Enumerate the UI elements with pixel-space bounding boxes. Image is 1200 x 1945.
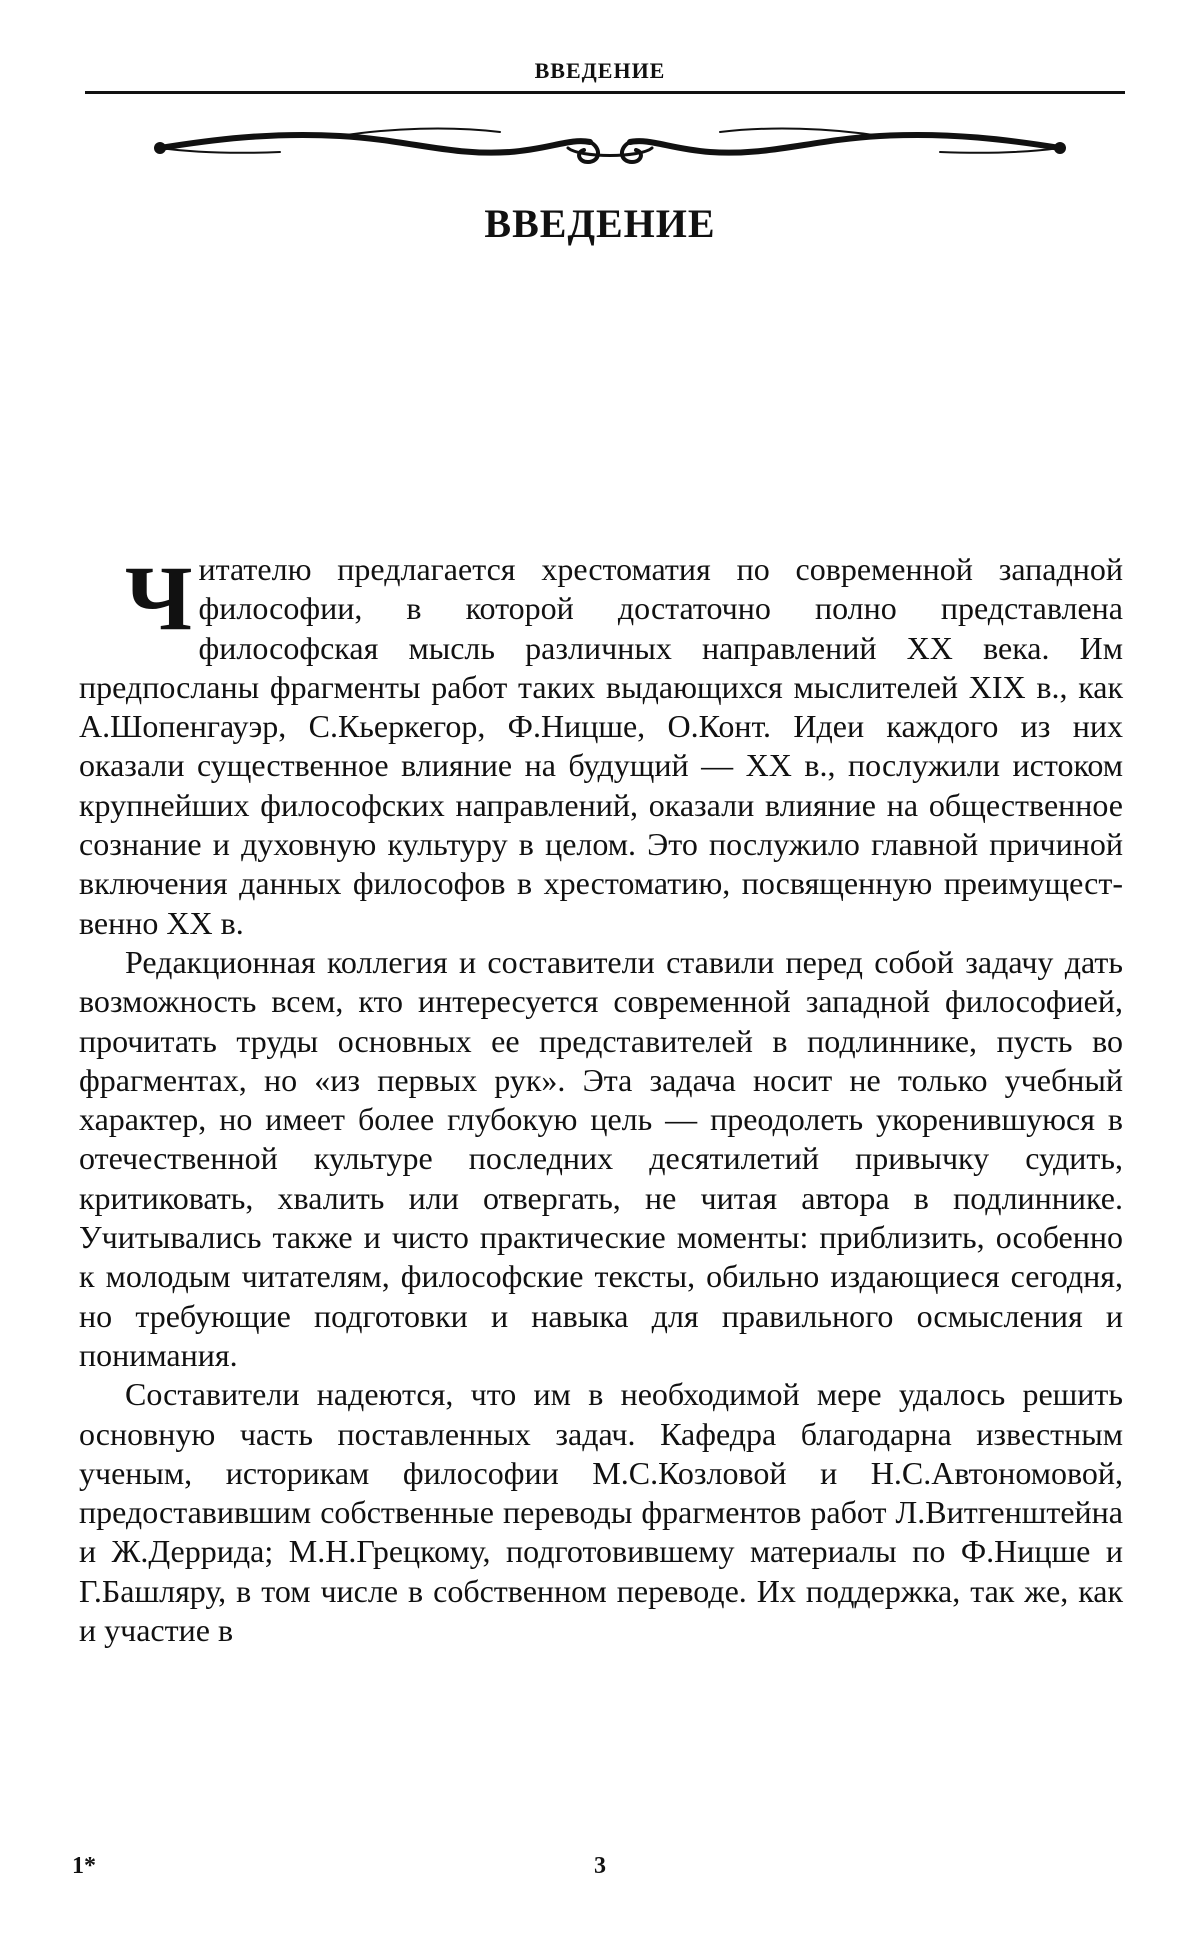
running-head: ВВЕДЕНИЕ (534, 58, 666, 83)
scroll-ornament-icon (150, 118, 1070, 178)
drop-cap: Ч (125, 547, 193, 649)
paragraph-1-text: итателю предлагается хрестоматия по современной западной философии, в которой достаточно полно представлена философская мысль различных направлений XX века. Им предпосланы фрагменты работ таких выдающихся мыслителей XIX в., как А.Шопенгауэр, С.Кьеркегор, Ф.Ницше, О.Конт. Идеи каждого из них оказали существенное влияние на будущий — XX в., послужили истоком крупнейших философских направлений, оказали влияние на общественное сознание и духовную культуру в целом. Это послужило главной причиной включения данных философов в хрестоматию, посвященную преимущественно XX в. (79, 551, 1123, 941)
paragraph-2: Редакционная коллегия и составители ставили перед собой задачу дать возможность всем, кто интересуется современной западной философией, прочитать труды основных ее представителей в подлиннике, пусть во фрагментах, но «из первых рук». Эта задача носит не только учебный характер, но имеет более глубокую цель — преодолеть укоренившуюся в отечественной культуре последних десятилетий привычку судить, критиковать, хвалить или отвергать, не читая автора в подлиннике. Учитывались также и чисто практические моменты: приблизить, особенно к молодым читателям, философские тексты, обильно издающиеся сегодня, но требующие подготовки и навыка для правильного осмысления и понимания. (79, 943, 1123, 1373)
body-text (79, 547, 1123, 1650)
signature-mark: 1* (72, 1853, 96, 1879)
paragraph-1 (79, 547, 1123, 943)
paragraph-3: Составители надеются, что им в необходимой мере удалось решить основную часть поставленных задач. Кафедра благодарна известным ученым, историкам философии М.С.Козловой и Н.С.Автономовой, предоставившим собственные переводы фрагментов работ Л.Витгенштейна и Ж.Деррида; М.Н.Грецкому, подготовившему материалы по Ф.Ницше и Г.Башляру, в том числе в собственном переводе. Их поддержка, так же, как и участие в (79, 1376, 1123, 1649)
page-number: 3 (594, 1853, 606, 1879)
header-rule (85, 91, 1125, 94)
chapter-title: ВВЕДЕНИЕ (484, 201, 716, 246)
